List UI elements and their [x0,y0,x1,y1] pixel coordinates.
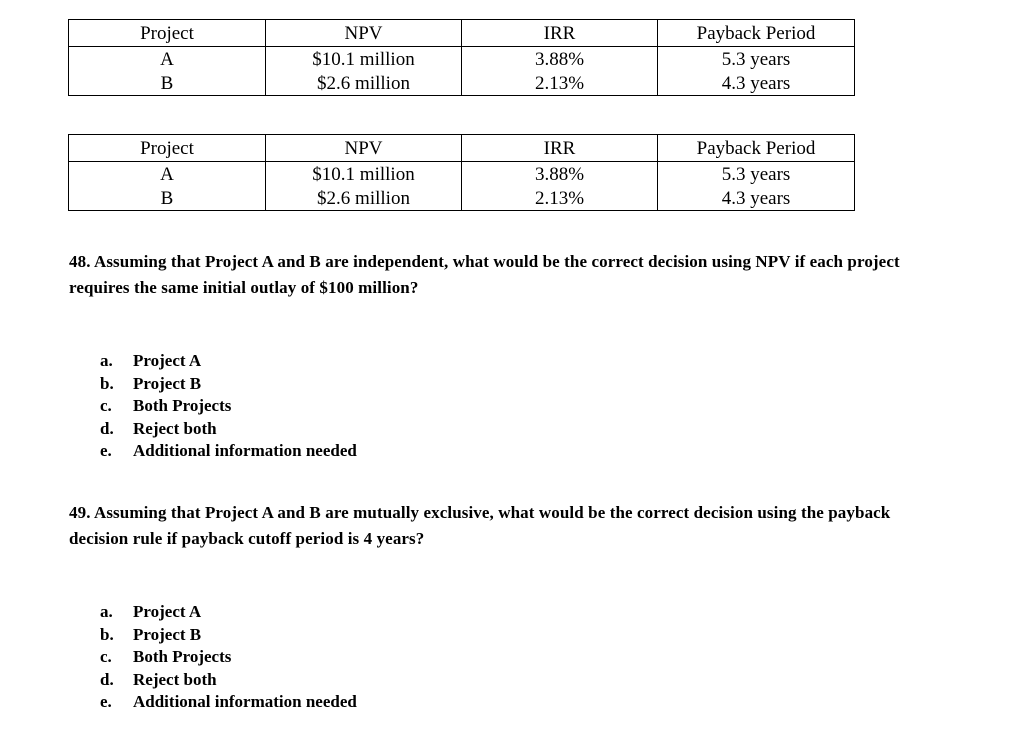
cell-npv: $10.1 million [266,162,462,187]
cell-npv: $2.6 million [266,186,462,211]
table-row [69,47,855,72]
header-npv: NPV [266,135,462,162]
cell-irr: 3.88% [462,162,658,187]
option-c [100,646,357,669]
option-letter: b. [100,373,114,393]
project-table-2 [68,134,855,211]
option-e [100,440,357,463]
option-letter: e. [100,441,112,460]
option-letter: c. [100,396,112,415]
table-row [69,186,855,211]
option-b [100,373,357,396]
header-project: Project [69,135,266,162]
option-letter: d. [100,418,114,438]
option-text: Additional information needed [133,441,357,460]
option-text: Project B [133,624,202,644]
option-letter: a. [100,602,113,621]
table-row [69,162,855,187]
question-49-text: 49. Assuming that Project A and B are mutually exclusive, what would be the correct decision using the payback decision rule if payback cutoff period is 4 years? [69,503,891,548]
table-row [69,71,855,96]
option-a [100,601,357,624]
cell-irr: 2.13% [462,186,658,211]
option-d [100,669,357,692]
option-text: Reject both [133,669,217,689]
cell-project: B [69,71,266,96]
option-letter: a. [100,351,113,370]
header-project: Project [69,20,266,47]
option-text: Additional information needed [133,692,357,711]
option-letter: c. [100,647,112,666]
option-text: Project A [133,602,202,621]
option-letter: d. [100,669,114,689]
cell-project: A [69,162,266,187]
option-b [100,624,357,647]
option-text: Reject both [133,418,217,438]
option-e [100,691,357,714]
header-npv: NPV [266,20,462,47]
cell-payback: 4.3 years [658,186,855,211]
cell-project: B [69,186,266,211]
cell-payback: 4.3 years [658,71,855,96]
option-a [100,350,357,373]
cell-project: A [69,47,266,72]
option-text: Both Projects [133,647,232,666]
table-header-row [69,20,855,47]
question-48-text: 48. Assuming that Project A and B are independent, what would be the correct decision using NPV if each project requires the same initial outlay of $100 million? [69,252,900,297]
option-text: Both Projects [133,396,232,415]
cell-irr: 2.13% [462,71,658,96]
cell-payback: 5.3 years [658,47,855,72]
option-d [100,418,357,441]
header-payback: Payback Period [658,20,855,47]
cell-npv: $2.6 million [266,71,462,96]
question-48-options [100,350,357,463]
cell-irr: 3.88% [462,47,658,72]
option-text: Project B [133,373,202,393]
question-49-options [100,601,357,714]
header-payback: Payback Period [658,135,855,162]
option-c [100,395,357,418]
cell-npv: $10.1 million [266,47,462,72]
header-irr: IRR [462,20,658,47]
cell-payback: 5.3 years [658,162,855,187]
option-text: Project A [133,351,202,370]
table-header-row [69,135,855,162]
header-irr: IRR [462,135,658,162]
option-letter: b. [100,624,114,644]
project-table-1 [68,19,855,96]
option-letter: e. [100,692,112,711]
